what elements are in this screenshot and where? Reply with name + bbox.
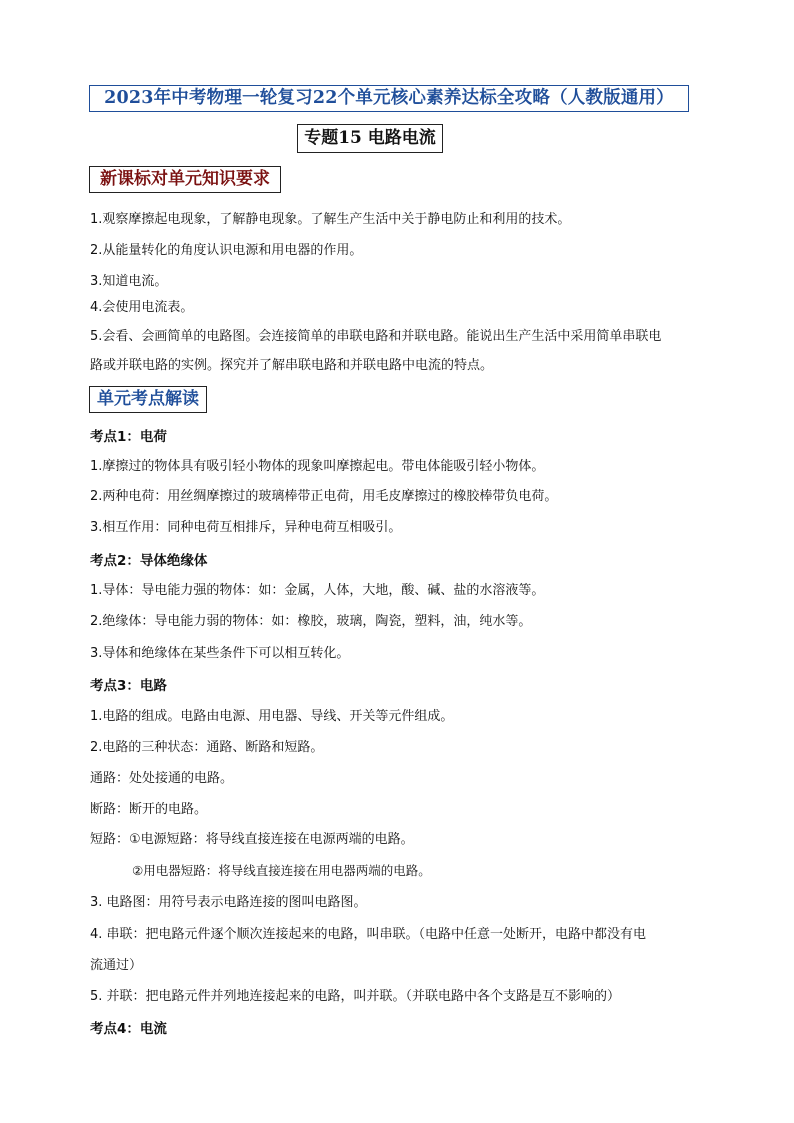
- key-point-line: 流通过）: [90, 958, 143, 973]
- key-point-line: 断路：断开的电路。: [90, 802, 208, 817]
- key-point-title: 考点1：电荷: [90, 429, 167, 445]
- curriculum-line: 4.会使用电流表。: [90, 300, 194, 315]
- key-point-line: 2.绝缘体：导电能力弱的物体：如：橡胶，玻璃，陶瓷，塑料，油，纯水等。: [90, 614, 532, 629]
- curriculum-line: 1.观察摩擦起电现象，了解静电现象。了解生产生活中关于静电防止和利用的技术。: [90, 212, 571, 227]
- document-main-title: 2023年中考物理一轮复习22个单元核心素养达标全攻略（人教版通用）: [89, 85, 689, 112]
- key-point-line: 3. 电路图：用符号表示电路连接的图叫电路图。: [90, 895, 367, 910]
- key-point-line: 1.电路的组成。电路由电源、用电器、导线、开关等元件组成。: [90, 709, 454, 724]
- section-heading-key-points: 单元考点解读: [89, 386, 207, 413]
- curriculum-line: 2.从能量转化的角度认识电源和用电器的作用。: [90, 243, 363, 258]
- curriculum-line: 5.会看、会画简单的电路图。会连接简单的串联电路和并联电路。能说出生产生活中采用简单串联电: [90, 329, 662, 344]
- key-point-title: 考点3：电路: [90, 678, 167, 694]
- key-point-line: 通路：处处接通的电路。: [90, 771, 234, 786]
- key-point-line: 短路：①电源短路：将导线直接连接在电源两端的电路。: [90, 832, 414, 847]
- key-point-line: 3.导体和绝缘体在某些条件下可以相互转化。: [90, 646, 350, 661]
- curriculum-line: 路或并联电路的实例。探究并了解串联电路和并联电路中电流的特点。: [90, 358, 494, 373]
- key-point-line: ②用电器短路：将导线直接连接在用电器两端的电路。: [132, 863, 431, 878]
- key-point-line: 5. 并联：把电路元件并列地连接起来的电路，叫并联。（并联电路中各个支路是互不影响的）: [90, 989, 621, 1004]
- topic-title: 专题15 电路电流: [297, 124, 443, 153]
- key-point-title: 考点4：电流: [90, 1021, 167, 1037]
- key-point-line: 1.摩擦过的物体具有吸引轻小物体的现象叫摩擦起电。带电体能吸引轻小物体。: [90, 459, 545, 474]
- key-point-line: 2.电路的三种状态：通路、断路和短路。: [90, 740, 324, 755]
- key-point-line: 2.两种电荷：用丝绸摩擦过的玻璃棒带正电荷，用毛皮摩擦过的橡胶棒带负电荷。: [90, 489, 558, 504]
- key-point-line: 3.相互作用：同种电荷互相排斥，异种电荷互相吸引。: [90, 520, 402, 535]
- section-heading-curriculum: 新课标对单元知识要求: [89, 166, 281, 193]
- key-point-line: 4. 串联：把电路元件逐个顺次连接起来的电路，叫串联。（电路中任意一处断开，电路中都没有电: [90, 927, 647, 942]
- key-point-line: 1.导体：导电能力强的物体：如：金属，人体，大地，酸、碱、盐的水溶液等。: [90, 583, 545, 598]
- key-point-title: 考点2：导体绝缘体: [90, 553, 208, 569]
- curriculum-line: 3.知道电流。: [90, 274, 168, 289]
